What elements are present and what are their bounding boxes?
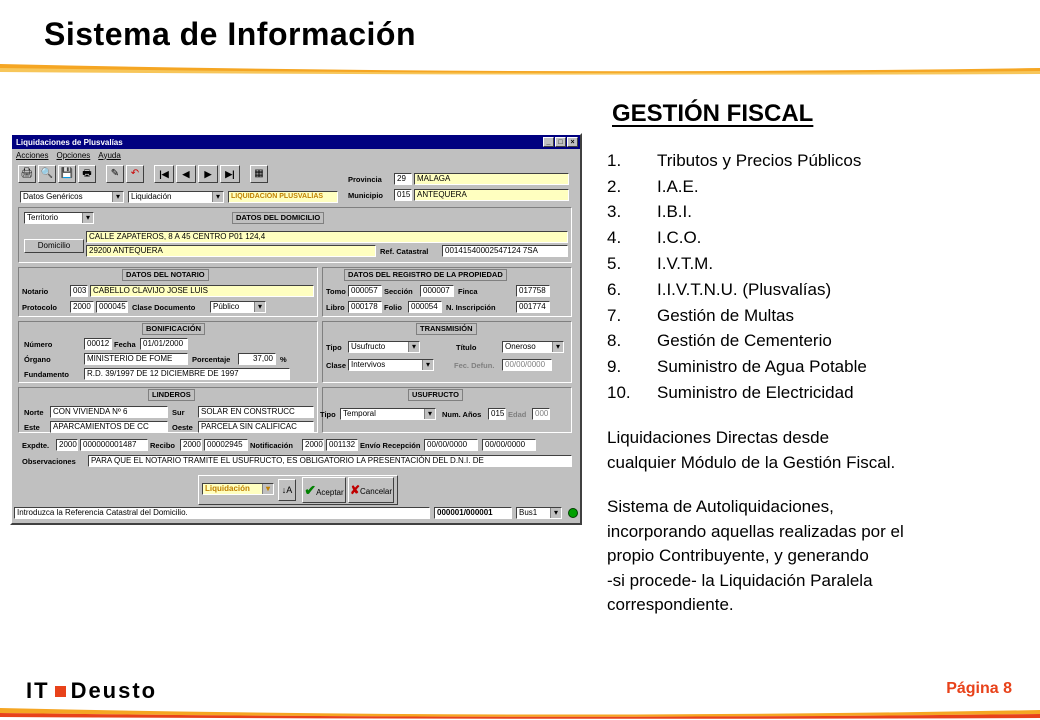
observaciones-label: Observaciones — [22, 457, 76, 466]
list-item: 8. Gestión de Cementerio — [607, 331, 832, 351]
norte-field[interactable]: CON VIVIENDA Nº 6 — [50, 406, 168, 418]
close-button[interactable]: × — [567, 137, 578, 147]
envio-date-field[interactable]: 00/00/0000 — [424, 439, 478, 451]
recibo-year-field[interactable]: 2000 — [180, 439, 202, 451]
status-led-icon — [568, 508, 578, 518]
app-window — [10, 133, 582, 525]
list-item: 6. I.I.V.T.N.U. (Plusvalías) — [607, 279, 832, 299]
municipio-name-field[interactable]: ANTEQUERA — [414, 189, 569, 201]
notario-code-field[interactable]: 003 — [70, 285, 88, 297]
clase-doc-select[interactable]: Público ▾ — [210, 301, 266, 313]
list-item: 10. Suministro de Electricidad — [607, 383, 854, 403]
notif-num-field[interactable]: 001132 — [326, 439, 358, 451]
paragraph-autoliquidaciones: Sistema de Autoliquidaciones, incorporando aquellas realizadas por el propio Contribuyente, y generando -si procede- la Liquidación Paralela correspondiente. — [607, 497, 904, 614]
list-item: 3. I.B.I. — [607, 202, 692, 222]
usufructo-heading: USUFRUCTO — [408, 389, 463, 401]
seccion-field[interactable]: 000007 — [420, 285, 454, 297]
este-label: Este — [24, 423, 40, 432]
fiscal-list — [607, 148, 867, 406]
print-button[interactable]: 🖶 — [78, 165, 96, 183]
municipio-code-field[interactable]: 015 — [394, 189, 412, 201]
porcentaje-label: Porcentaje — [192, 355, 231, 364]
record-counter: 000001/000001 — [434, 507, 512, 519]
datos-genericos-select[interactable]: Datos Genéricos ▾ — [20, 191, 124, 203]
registro-heading: DATOS DEL REGISTRO DE LA PROPIEDAD — [344, 269, 507, 281]
finca-field[interactable]: 017758 — [516, 285, 550, 297]
recibo-num-field[interactable]: 00002945 — [204, 439, 248, 451]
clase-label: Clase — [326, 361, 347, 370]
refcat-label: Ref. Catastral — [380, 247, 429, 256]
seccion-label: Sección — [384, 287, 413, 296]
oeste-label: Oeste — [172, 423, 193, 432]
protocolo-year-field[interactable]: 2000 — [70, 301, 94, 313]
notif-year-field[interactable]: 2000 — [302, 439, 324, 451]
tipo2-label: Tipo — [320, 410, 336, 419]
recepcion-date-field[interactable]: 00/00/0000 — [482, 439, 536, 451]
tipo-usufructo-select[interactable]: Temporal ▾ — [340, 408, 436, 420]
provincia-code-field[interactable]: 29 — [394, 173, 412, 185]
notario-heading: DATOS DEL NOTARIO — [122, 269, 209, 281]
slide-title: Sistema de Información — [44, 16, 416, 52]
notario-label: Notario — [22, 287, 49, 296]
porcentaje-field[interactable]: 37,00 — [238, 353, 276, 365]
title-swoosh-bar — [0, 62, 1040, 76]
next-record-button[interactable]: ▶ — [198, 165, 218, 183]
numanos-label: Num. Años — [442, 410, 482, 419]
aceptar-button[interactable]: ✔Aceptar — [302, 477, 346, 503]
fecha-label: Fecha — [114, 340, 136, 349]
este-field[interactable]: APARCAMIENTOS DE CC — [50, 421, 168, 433]
ninsc-field[interactable]: 001774 — [516, 301, 550, 313]
fecdefun-label: Fec. Defun. — [454, 361, 495, 370]
new-record-button[interactable]: 🖨 — [18, 165, 36, 183]
recibo-label: Recibo — [150, 441, 176, 450]
norte-label: Norte — [24, 408, 44, 417]
municipio-label: Municipio — [348, 191, 383, 200]
libro-field[interactable]: 000178 — [348, 301, 382, 313]
envio-recepcion-label: Envío Recepción — [360, 441, 421, 450]
calculator-button[interactable]: ▦ — [250, 165, 268, 183]
sur-field[interactable]: SOLAR EN CONSTRUCC — [198, 406, 314, 418]
sur-label: Sur — [172, 408, 185, 417]
last-record-button[interactable]: ▶| — [220, 165, 240, 183]
brand-logo: IT Deusto — [26, 678, 158, 703]
list-item: 2. I.A.E. — [607, 176, 699, 196]
oeste-field[interactable]: PARCELA SIN CALIFICAC — [198, 421, 314, 433]
domicilio-button[interactable]: Domicilio — [24, 239, 84, 253]
numero-field[interactable]: 00012 — [84, 338, 112, 350]
app-titlebar — [12, 135, 580, 149]
app-toolbar — [18, 165, 268, 183]
bottom-liquidacion-select[interactable]: Liquidación ▾ — [202, 483, 274, 495]
save-button[interactable]: 💾 — [58, 165, 76, 183]
libro-label: Libro — [326, 303, 345, 312]
fundamento-label: Fundamento — [24, 370, 69, 379]
titulo-select[interactable]: Oneroso ▾ — [502, 341, 564, 353]
protocolo-label: Protocolo — [22, 303, 57, 312]
provincia-label: Provincia — [348, 175, 382, 184]
expdte-year-field[interactable]: 2000 — [56, 439, 78, 451]
domicilio-line1-field[interactable]: CALLE ZAPATEROS, 8 A 45 CENTRO P01 124,4 — [86, 231, 568, 243]
section-title: GESTIÓN FISCAL — [612, 100, 814, 127]
status-message: Introduzca la Referencia Catastral del Domicilio. — [14, 507, 430, 519]
folio-label: Folio — [384, 303, 402, 312]
checkmark-icon: ✔ — [304, 482, 317, 498]
observaciones-field[interactable]: PARA QUE EL NOTARIO TRAMITE EL USUFRUCTO, ES OBLIGATORIO LA PRESENTACIÓN DEL D.N.I. DE — [88, 455, 572, 467]
fecdefun-field[interactable]: 00/00/0000 — [502, 359, 552, 371]
undo-button[interactable]: ↶ — [126, 165, 144, 183]
folio-field[interactable]: 000054 — [408, 301, 442, 313]
organo-label: Órgano — [24, 355, 51, 364]
titulo-label: Título — [456, 343, 477, 352]
territorio-select[interactable]: Territorio ▾ — [24, 212, 94, 224]
tipo-select[interactable]: Usufructo ▾ — [348, 341, 420, 353]
clase-select[interactable]: Intervivos ▾ — [348, 359, 434, 371]
transmision-heading: TRANSMISIÓN — [416, 323, 477, 335]
cross-icon: ✘ — [349, 483, 361, 497]
edit-button[interactable]: ✎ — [106, 165, 124, 183]
domicilio-heading: DATOS DEL DOMICILIO — [232, 212, 324, 224]
list-item: 9. Suministro de Agua Potable — [607, 357, 867, 377]
first-record-button[interactable]: |◀ — [154, 165, 174, 183]
search-button[interactable]: 🔍 — [38, 165, 56, 183]
linderos-heading: LINDEROS — [148, 389, 195, 401]
edad-label: Edad — [508, 410, 527, 419]
liquidacion-select[interactable]: Liquidación ▾ — [128, 191, 224, 203]
protocolo-num-field[interactable]: 000045 — [96, 301, 128, 313]
bonificacion-heading: BONIFICACIÓN — [142, 323, 205, 335]
status-bar — [14, 506, 578, 520]
sort-az-icon[interactable]: ↓A — [278, 479, 296, 501]
numanos-field[interactable]: 015 — [488, 408, 506, 420]
maximize-button[interactable]: □ — [555, 137, 566, 147]
page-number: Página 8 — [946, 680, 1012, 697]
app-menubar — [12, 149, 580, 161]
banner-label: LIQUIDACIÓN PLUSVALÍAS — [228, 191, 338, 203]
brand-square-icon — [55, 686, 66, 697]
menu-ayuda[interactable]: Ayuda — [98, 150, 121, 160]
prev-record-button[interactable]: ◀ — [176, 165, 196, 183]
menu-acciones[interactable]: Acciones — [16, 150, 49, 160]
organo-field[interactable]: MINISTERIO DE FOME — [84, 353, 188, 365]
paragraph-liquidaciones: Liquidaciones Directas desde cualquier Módulo de la Gestión Fiscal. — [607, 428, 896, 472]
provincia-name-field[interactable]: MALAGA — [414, 173, 569, 185]
finca-label: Finca — [458, 287, 478, 296]
fecha-field[interactable]: 01/01/2000 — [140, 338, 188, 350]
notificacion-label: Notificación — [250, 441, 293, 450]
expdte-num-field[interactable]: 000000001487 — [80, 439, 148, 451]
ninsc-label: N. Inscripción — [446, 303, 496, 312]
tipo-label: Tipo — [326, 343, 342, 352]
list-item: 5. I.V.T.M. — [607, 254, 714, 274]
notario-name-field[interactable]: CABELLO CLAVIJO JOSE LUIS — [90, 285, 314, 297]
domicilio-line2-field[interactable]: 29200 ANTEQUERA — [86, 245, 376, 257]
clase-doc-label: Clase Documento — [132, 303, 196, 312]
bus-select[interactable]: Bus1 ▾ — [516, 507, 562, 519]
app-window-title: Liquidaciones de Plusvalías — [16, 137, 123, 147]
footer-swoosh-bar — [0, 700, 1040, 720]
numero-label: Número — [24, 340, 53, 349]
tomo-label: Tomo — [326, 287, 346, 296]
expdte-label: Expdte. — [22, 441, 50, 450]
tomo-field[interactable]: 000057 — [348, 285, 382, 297]
fundamento-field[interactable]: R.D. 39/1997 DE 12 DICIEMBRE DE 1997 — [84, 368, 290, 380]
list-item: 4. I.C.O. — [607, 228, 702, 248]
list-item: 1. Tributos y Precios Públicos — [607, 150, 862, 170]
edad-field[interactable]: 000 — [532, 408, 550, 420]
menu-opciones[interactable]: Opciones — [56, 150, 91, 160]
list-item: 7. Gestión de Multas — [607, 305, 795, 325]
percent-sign: % — [280, 355, 287, 364]
cancelar-button[interactable]: ✘Cancelar — [348, 477, 394, 503]
minimize-button[interactable]: _ — [543, 137, 554, 147]
refcat-field[interactable]: 00141540002547124 7SA — [442, 245, 568, 257]
